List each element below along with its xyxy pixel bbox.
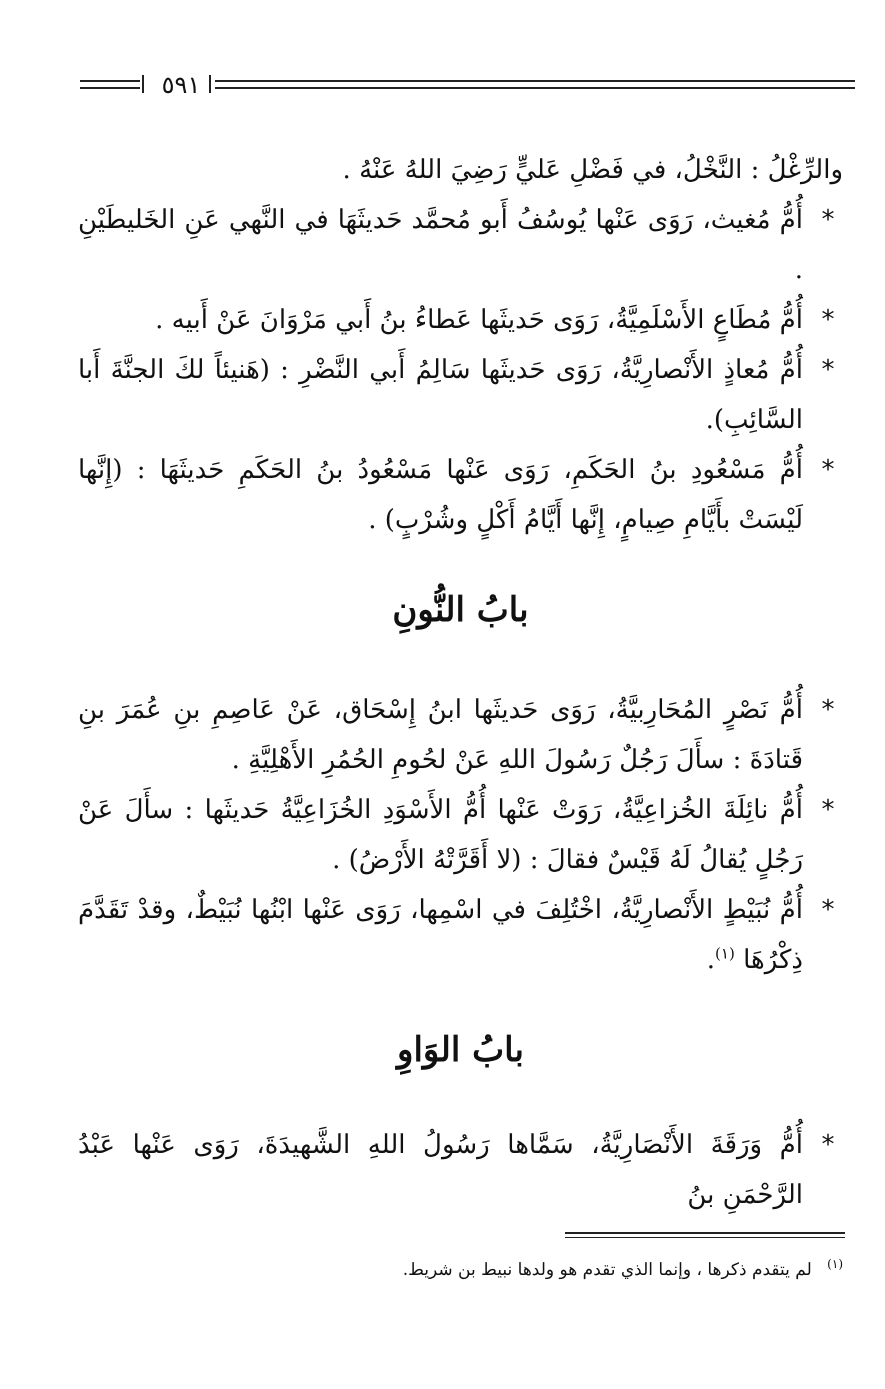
footnote-divider	[565, 1232, 845, 1234]
asterisk-bullet-icon: *	[821, 205, 835, 235]
asterisk-bullet-icon: *	[821, 455, 835, 485]
intro-line: والرِّغْلُ : النَّخْلُ، في فَضْلِ عَليٍّ رَضِيَ اللهُ عَنْهُ .	[342, 155, 843, 185]
entry-umm-mutaa	[78, 295, 843, 345]
asterisk-bullet-icon: *	[821, 305, 835, 335]
asterisk-bullet-icon: *	[821, 795, 835, 825]
asterisk-bullet-icon: *	[821, 355, 835, 385]
entry-umm-nubayt: * أُمُّ نُبَيْطٍ الأَنْصارِيَّةُ، اخْتُلِفَ في اسْمِها، رَوَى عَنْها ابْنُها نُبَيْطٌ، وقدْ تَقَدَّمَ ذِكْرُهَا $^{(١)}$.	[78, 885, 843, 985]
entry-text: أُمُّ وَرَقَةَ الأَنْصَارِيَّةُ، سَمَّاها رَسُولُ اللهِ الشَّهيدَةَ، رَوَى عَنْها عَبْدُ الرَّحْمَنِ بنُ	[78, 1130, 803, 1210]
footnote-text: لم يتقدم ذكرها ، وإنما الذي تقدم هو ولدها نبيط بن شريط.	[402, 1260, 812, 1280]
entry-text: أُمُّ نائِلَةَ الخُزاعِيَّةُ، رَوَتْ عَنْها أُمُّ الأَسْوَدِ الخُزَاعِيَّةُ حَديثَها : سأَلَ عَنْ رَجُلٍ يُقالُ لَهُ قَيْسٌ فقالَ : (لا أَقَرَّتْهُ الأَرْضُ) .	[78, 795, 803, 875]
entry-text: أُمُّ مُعاذٍ الأَنْصارِيَّةُ، رَوَى حَديثَها سَالِمُ أَبي النَّضْرِ : (هَنيئاً لكَ الجنَّةَ أَبا السَّائِبِ).	[78, 355, 803, 435]
section-heading-noon: بابُ النُّونِ	[392, 590, 529, 630]
entry-umm-nasr	[78, 685, 843, 785]
entry-text: أُمُّ مُطَاعٍ الأَسْلَمِيَّةُ، رَوَى حَديثَها عَطاءُ بنُ أَبي مَرْوَانَ عَنْ أَبيه .	[155, 305, 803, 335]
entry-umm-masud	[78, 445, 843, 545]
footnote	[78, 1255, 843, 1285]
entry-umm-muadh	[78, 345, 843, 445]
page-header	[80, 70, 855, 100]
asterisk-bullet-icon: *	[821, 695, 835, 725]
entry-umm-waraqa	[78, 1120, 843, 1220]
section-heading-waw: بابُ الوَاوِ	[397, 1030, 524, 1070]
page-body	[78, 145, 843, 1220]
header-rule-right	[215, 80, 855, 89]
entry-text: أُمُّ نُبَيْطٍ الأَنْصارِيَّةُ، اخْتُلِفَ في اسْمِها، رَوَى عَنْها ابْنُها نُبَيْطٌ، وقدْ تَقَدَّمَ ذِكْرُهَا	[78, 895, 803, 975]
asterisk-bullet-icon: *	[821, 895, 835, 925]
page-number: ٥٩١	[161, 71, 201, 99]
asterisk-bullet-icon: *	[821, 1130, 835, 1160]
footnote-reference[interactable]: (١)	[715, 944, 735, 963]
entry-text: أُمُّ مُغيث، رَوَى عَنْها يُوسُفُ أَبو مُحمَّد حَديثَهَا في النَّهي عَنِ الخَليطَيْنِ .	[78, 205, 803, 285]
entry-text: أُمُّ نَصْرٍ المُحَارِبيَّةُ، رَوَى حَديثَها ابنُ إِسْحَاق، عَنْ عَاصِمِ بنِ عُمَرَ بنِ قَتادَةَ : سأَلَ رَجُلٌ رَسُولَ اللهِ عَنْ لحُومِ الحُمُرِ الأَهْلِيَّةِ .	[78, 695, 803, 775]
entry-umm-mughith	[78, 195, 843, 295]
header-rule-left	[80, 80, 140, 89]
footnote-marker: (١)	[827, 1257, 843, 1272]
entry-umm-naila	[78, 785, 843, 885]
entry-text: أُمُّ مَسْعُودِ بنُ الحَكَمِ، رَوَى عَنْها مَسْعُودُ بنُ الحَكَمِ حَديثَهَا : (إِنَّها لَيْسَتْ بأَيَّامِ صِيامٍ، إِنَّها أَيَّامُ أَكْلٍ وشُرْبٍ) .	[78, 455, 803, 535]
